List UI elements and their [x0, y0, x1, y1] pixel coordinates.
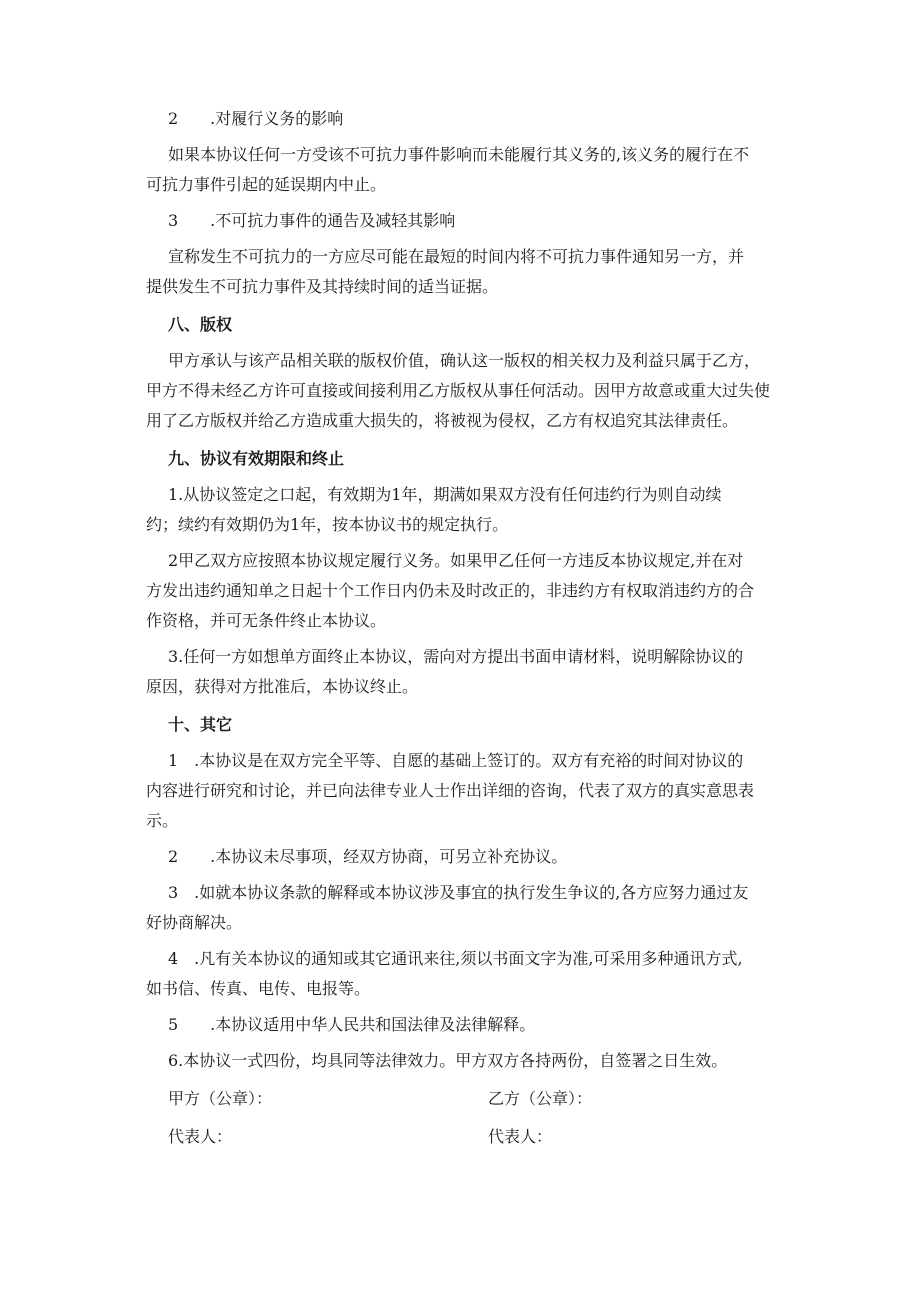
s8-body-line: 用了乙方版权并给乙方造成重大损失的，将被视为侵权，乙方有权追究其法律责任。 — [146, 411, 739, 430]
party-b-rep-label: 代表人： — [488, 1127, 553, 1146]
s10-item6-line: 6.本协议一式四份，均具同等法律效力。甲方双方各持两份，自签署之日生效。 — [168, 1051, 728, 1070]
signature-seal-row — [168, 1084, 794, 1114]
section-heading-term: 九、协议有效期限和终止 — [168, 449, 345, 468]
s9-item3-line: 3.任何一方如想单方面终止本协议，需向对方提出书面申请材料，说明解除协议的 — [168, 647, 744, 666]
party-a-rep-label: 代表人： — [168, 1127, 233, 1146]
s9-item1-line: 约；续约有效期仍为1年，按本协议书的规定执行。 — [146, 515, 509, 534]
s7-item2-body-line: 可抗力事件引起的延误期内中止。 — [146, 175, 387, 194]
s7-item2-body-line: 如果本协议任何一方受该不可抗力事件影响而未能履行其义务的,该义务的履行在不 — [168, 145, 750, 164]
s9-item1-line: 1.从协议签定之口起，有效期为1年，期满如果双方没有任何违约行为则自动续 — [168, 485, 722, 504]
section-heading-misc: 十、其它 — [168, 715, 233, 734]
section-heading-copyright: 八、版权 — [168, 315, 233, 334]
s9-item2-line: 作资格，并可无条件终止本协议。 — [146, 611, 387, 630]
s7-item2-title: 2 .对履行义务的影响 — [168, 109, 344, 128]
s10-item3-line: 好协商解决。 — [146, 913, 243, 932]
s10-item2-line: 2 .本协议未尽事项，经双方协商，可另立补充协议。 — [168, 847, 568, 866]
s9-item2-line: 方发出违约通知单之日起十个工作日内仍未及时改正的，非违约方有权取消违约方的合 — [146, 581, 755, 600]
s10-item4-line: 如书信、传真、电传、电报等。 — [146, 979, 371, 998]
s10-item1-line: 1 .本协议是在双方完全平等、自愿的基础上签订的。双方有充裕的时间对协议的 — [168, 751, 744, 770]
s8-body-line: 甲方承认与该产品相关联的版权价值，确认这一版权的相关权力及利益只属于乙方， — [168, 351, 761, 370]
s7-item3-title: 3 .不可抗力事件的通告及减轻其影响 — [168, 211, 456, 230]
s7-item3-body-line: 提供发生不可抗力事件及其持续时间的适当证据。 — [146, 277, 499, 296]
party-a-seal-label: 甲方（公章）： — [168, 1089, 273, 1108]
s9-item3-line: 原因，获得对方批准后，本协议终止。 — [146, 677, 419, 696]
party-b-seal-label: 乙方（公章）： — [488, 1089, 593, 1108]
s7-item3-body-line: 宣称发生不可抗力的一方应尽可能在最短的时间内将不可抗力事件通知另一方，并 — [168, 247, 745, 266]
s8-body-line: 甲方不得未经乙方许可直接或间接利用乙方版权从事任何活动。因甲方故意或重大过失使 — [146, 381, 771, 400]
s10-item1-line: 示。 — [146, 811, 179, 830]
s9-item2-line: 2甲乙双方应按照本协议规定履行义务。如果甲乙任何一方违反本协议规定,并在对 — [168, 551, 744, 570]
signature-rep-row — [168, 1122, 794, 1152]
s10-item4-line: 4 .凡有关本协议的通知或其它通讯来往,须以书面文字为准,可采用多种通讯方式, — [168, 949, 743, 968]
s10-item3-line: 3 .如就本协议条款的解释或本协议涉及事宜的执行发生争议的,各方应努力通过友 — [168, 883, 749, 902]
s10-item1-line: 内容进行研究和讨论，并已向法律专业人士作出详细的咨询，代表了双方的真实意思表 — [146, 781, 755, 800]
document-content — [146, 104, 794, 1152]
s10-item5-line: 5 .本协议适用中华人民共和国法律及法律解释。 — [168, 1015, 536, 1034]
